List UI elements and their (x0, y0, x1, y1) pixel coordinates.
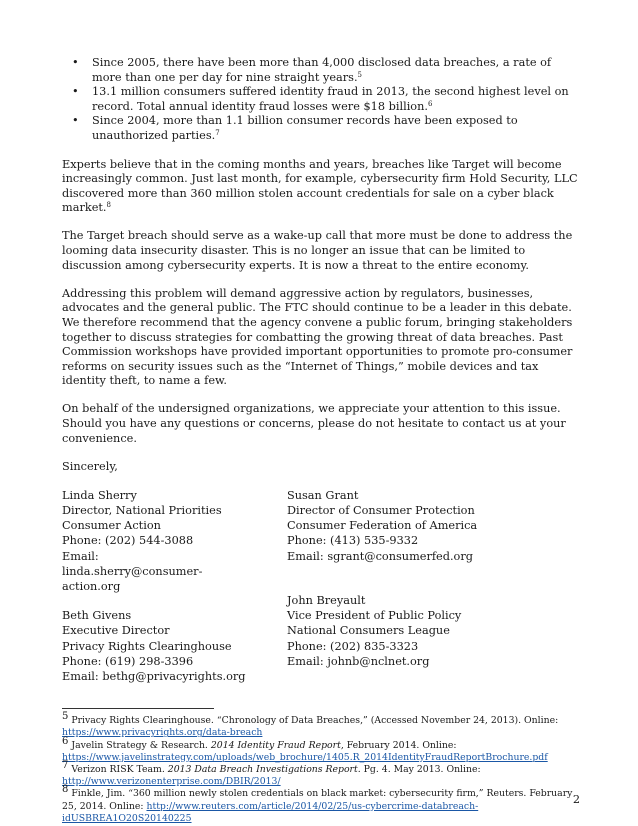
bullet-icon: • (72, 56, 79, 69)
footnote-divider (62, 708, 214, 709)
signatory-title: Director of Consumer Protection (287, 503, 475, 517)
footnote-6: $^6$ Javelin Strategy & Research. 2014 Identity Fraud Report, February 2014. Online: https://www.javelinstrategy.com/uploads/web_brochure/1405.R_2014IdentityFraudReportBrochure.pdf (62, 735, 548, 763)
footnote-ref[interactable]: 7 (215, 128, 220, 137)
footnote-ref[interactable]: 8 (106, 201, 111, 210)
signature-susan-grant (287, 488, 577, 564)
signature-column-right (287, 488, 577, 698)
paragraph-closing-remarks: On behalf of the undersigned organizations, we appreciate your attention to this issue. Should you have any questions or concerns, please do not hesitate to contact us at your convenience. (62, 402, 566, 445)
signatory-title: Director, National Priorities (62, 503, 222, 517)
bullet-icon: • (72, 114, 79, 128)
signatory-name: Susan Grant (287, 488, 359, 502)
signatory-phone: Phone: (202) 835-3323 (287, 639, 419, 653)
footnote-ref[interactable]: 6 (427, 99, 433, 108)
signatory-name: John Breyault (287, 593, 366, 607)
footnote-8: $^8$ Finkle, Jim. “360 million newly stolen credentials on black market: cybersecurity firm,” Reuters. February 25, 2014. Online: http://www.reuters.com/article/2014/02/25/us-cybercrime-databreach-idUSBREA1O20S20140225 (62, 784, 573, 824)
signatory-email: Email: sgrant@consumerfed.org (287, 549, 473, 563)
signatory-phone: Phone: (202) 544-3088 (62, 534, 194, 548)
footnotes (62, 711, 580, 825)
paragraph-recommendation: Addressing this problem will demand aggressive action by regulators, businesses, advocates and the general public. The FTC should continue to be a leader in this debate. We therefore recommend that the agency convene a public forum, bringing stakeholders together to discuss strategies for combatting the growing threat of data breaches. Past Commission workshops have provided important opportunities to promote pro-consumer reforms on security issues such as the “Internet of Things,” mobile devices and tax identity theft, to name a few. (62, 286, 573, 388)
bullet-icon: • (72, 85, 79, 99)
signatory-title: Vice President of Public Policy (287, 609, 462, 623)
signatory-name: Beth Givens (62, 609, 132, 623)
list-item: • Since 2005, there have been more than 4,000 disclosed data breaches, a rate of more than one per day for nine straight years.$^5$ (72, 56, 552, 84)
signature-john-breyault (287, 578, 577, 669)
statistics-bullet-list (62, 56, 580, 144)
signatory-email: Email: linda.sherry@consumer-action.org (62, 549, 203, 593)
footnote-7: $^7$ Verizon RISK Team. 2013 Data Breach Investigations Report. Pg. 4. May 2013. Online: http://www.verizonenterprise.com/DBIR/2013/ (62, 760, 481, 788)
footnote-link[interactable]: https://www.privacyrights.org/data-breach (62, 727, 263, 739)
signatory-org: Privacy Rights Clearinghouse (62, 639, 232, 653)
signature-linda-sherry (62, 488, 287, 594)
paragraph-experts: Experts believe that in the coming months and years, breaches like Target will become increasingly common. Just last month, for example, cybersecurity firm Hold Security, LLC discovered more than 360 million stolen account credentials for sale on a cyber black market.$^8$ (62, 157, 578, 215)
footnote-link[interactable]: http://www.verizonenterprise.com/DBIR/2013/ (62, 776, 281, 788)
signatory-phone: Phone: (413) 535-9332 (287, 534, 419, 548)
signatory-org: National Consumers League (287, 624, 450, 638)
page-number: 2 (572, 793, 580, 806)
signatory-org: Consumer Action (62, 519, 161, 533)
closing-salutation: Sincerely, (62, 459, 118, 473)
signatory-name: Linda Sherry (62, 488, 137, 502)
footnote-link[interactable]: http://www.reuters.com/article/2014/02/25/us-cybercrime-databreach-idUSBREA1O20S20140225 (62, 800, 479, 824)
footnote-link[interactable]: https://www.javelinstrategy.com/uploads/web_brochure/1405.R_2014IdentityFraudReportBrochure.pdf (62, 751, 548, 763)
signatory-title: Executive Director (62, 624, 170, 638)
signatory-email: Email: bethg@privacyrights.org (62, 669, 246, 683)
signatory-email: Email: johnb@nclnet.org (287, 654, 430, 668)
signature-beth-givens (62, 608, 287, 684)
footnote-ref[interactable]: 5 (357, 70, 363, 79)
signatory-phone: Phone: (619) 298-3396 (62, 654, 194, 668)
list-item: • 13.1 million consumers suffered identity fraud in 2013, the second highest level on record. Total annual identity fraud losses were $18 billion.$^6$ (72, 85, 569, 113)
list-item: • Since 2004, more than 1.1 billion consumer records have been exposed to unauthorized parties.$^7$ (72, 114, 518, 142)
paragraph-wake-up-call: The Target breach should serve as a wake-up call that more must be done to address the looming data insecurity disaster. This is no longer an issue that can be limited to discussion among cybersecurity experts. It is now a threat to the entire economy. (62, 229, 573, 272)
signature-column-left (62, 488, 287, 698)
signature-blocks (62, 488, 580, 698)
footnote-5: $^5$ Privacy Rights Clearinghouse. “Chronology of Data Breaches,” (Accessed November 24, 2013). Online: https://www.privacyrights.org/data-breach (62, 711, 559, 739)
signatory-org: Consumer Federation of America (287, 519, 478, 533)
